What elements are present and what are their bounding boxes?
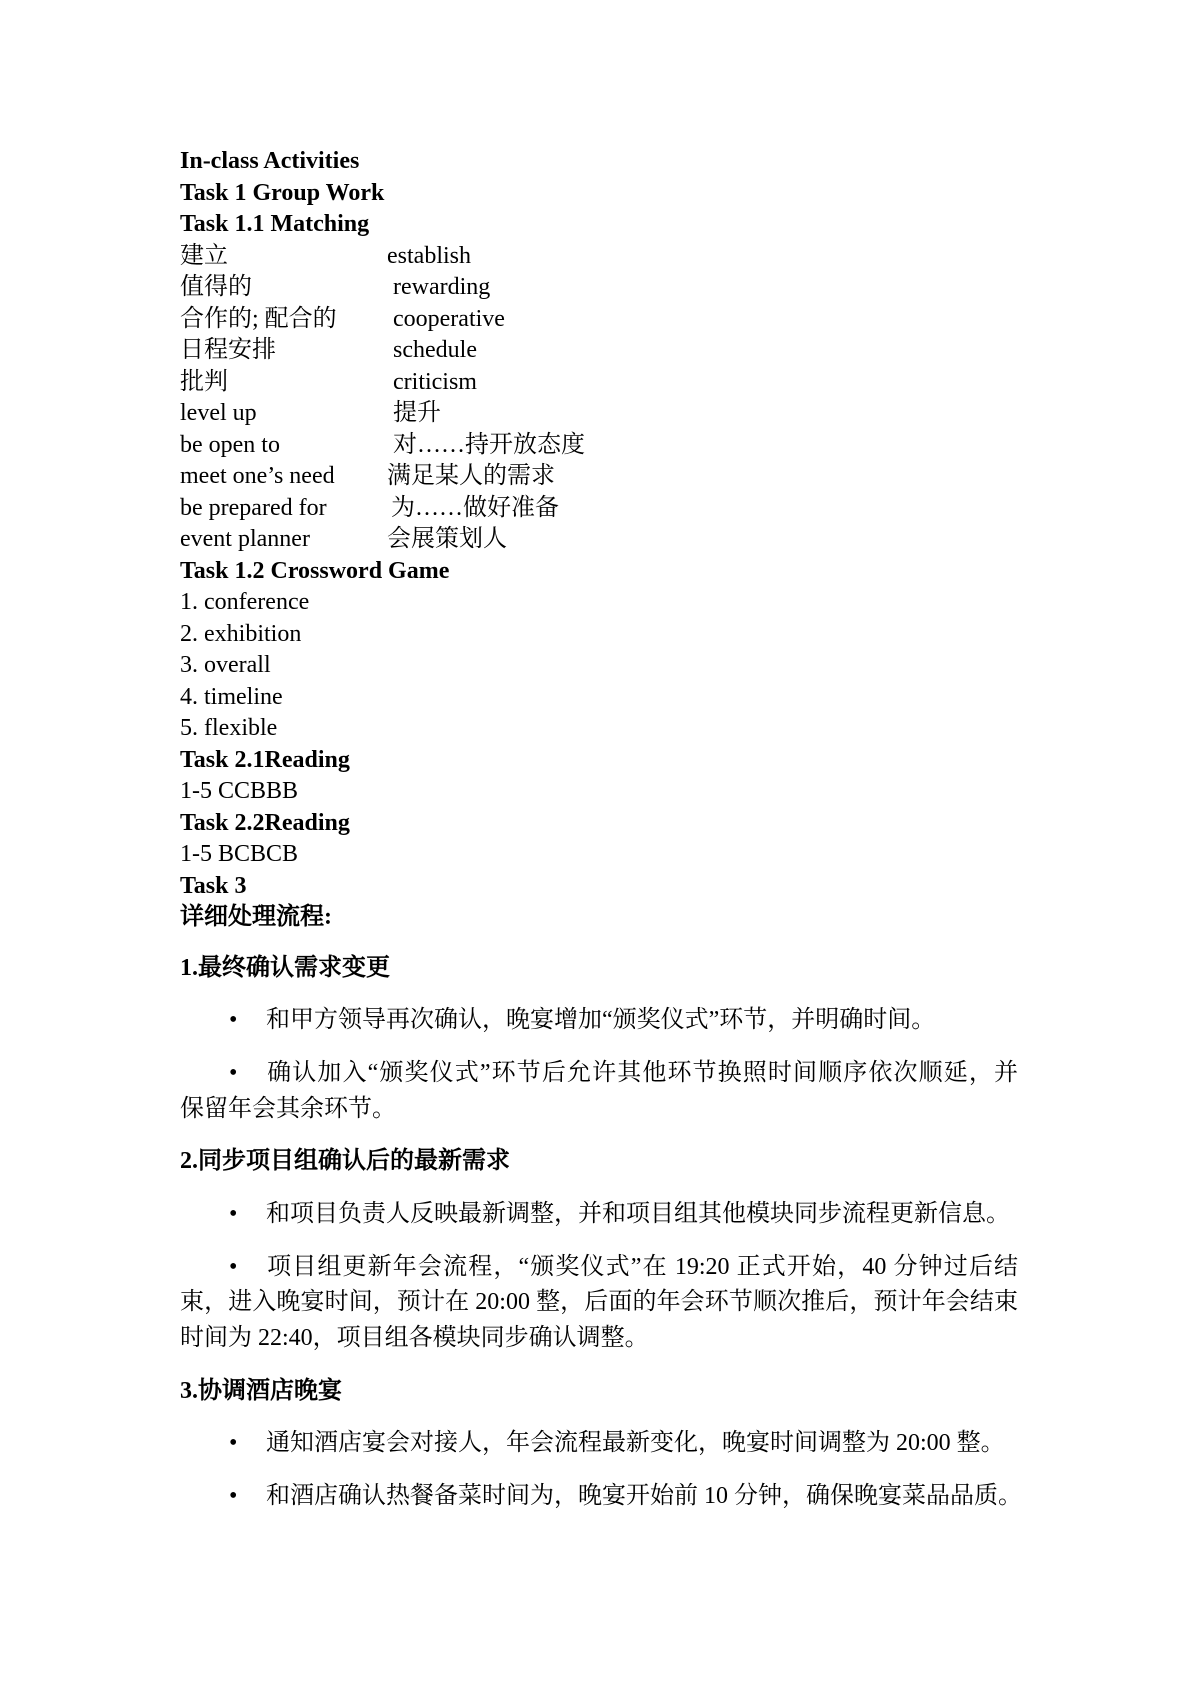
bullet-marker: •: [229, 1430, 238, 1457]
matching-right: cooperative: [393, 305, 505, 332]
bullet-item: [180, 1250, 1018, 1357]
matching-left: event planner: [180, 526, 310, 552]
matching-row: [180, 304, 1018, 336]
matching-left: meet one’s need: [180, 463, 335, 489]
bullet-line: [180, 1092, 1018, 1128]
matching-left: 批判: [180, 368, 228, 395]
matching-left: 合作的; 配合的: [180, 305, 337, 332]
matching-row: [180, 461, 1018, 493]
step-title: 3.协调酒店晚宴: [180, 1377, 342, 1404]
bullet-line: [180, 1250, 1018, 1286]
bullet-line: [180, 1285, 1018, 1321]
bullet-text: 束，进入晚宴时间，预计在 20:00 整，后面的年会环节顺次推后，预计年会结束: [180, 1289, 1018, 1316]
step-title: 2.同步项目组确认后的最新需求: [180, 1148, 510, 1175]
crossword-answer: 4. timeline: [180, 683, 283, 710]
matching-left: 值得的: [180, 274, 252, 300]
crossword-answer: 2. exhibition: [180, 620, 302, 647]
bullet-marker: •: [229, 1253, 238, 1280]
bullet-text: 和项目负责人反映最新调整，并和项目组其他模块同步流程更新信息。: [266, 1200, 1010, 1227]
task-3-title: Task 3: [180, 872, 247, 899]
bullet-item: [180, 1056, 1018, 1127]
bullet-line: [180, 1321, 1018, 1357]
bullet-marker: •: [229, 1059, 238, 1086]
matching-row: [180, 524, 1018, 556]
matching-right: 为……做好准备: [391, 494, 559, 521]
task-1-title: Task 1 Group Work: [180, 179, 385, 206]
matching-left: 建立: [180, 242, 228, 269]
matching-right: 提升: [393, 400, 441, 426]
task-1-2-title: Task 1.2 Crossword Game: [180, 557, 450, 584]
bullet-line: [180, 1003, 1018, 1039]
matching-left: be open to: [180, 431, 280, 458]
matching-row: [180, 430, 1018, 462]
bullet-item: [180, 1003, 1018, 1039]
matching-row: [180, 398, 1018, 430]
matching-left: level up: [180, 400, 257, 426]
matching-right: 满足某人的需求: [387, 463, 555, 489]
bullet-item: [180, 1197, 1018, 1233]
bullet-line: [180, 1479, 1022, 1515]
bullet-text: 时间为 22:40，项目组各模块同步确认调整。: [180, 1325, 649, 1351]
reading-answer: 1-5 CCBBB: [180, 778, 299, 804]
matching-left: 日程安排: [180, 337, 276, 363]
matching-right: rewarding: [393, 274, 491, 300]
bullet-text: 和甲方领导再次确认，晚宴增加“颁奖仪式”环节，并明确时间。: [266, 1007, 936, 1034]
reading-answer: 1-5 BCBCB: [180, 841, 299, 867]
bullet-line: [180, 1197, 1018, 1233]
task-3-subtitle: 详细处理流程:: [180, 904, 332, 930]
document-body: [180, 146, 1022, 1515]
bullet-marker: •: [229, 1483, 238, 1510]
matching-right: 对……持开放态度: [393, 431, 585, 458]
matching-right: establish: [387, 242, 471, 269]
matching-right: 会展策划人: [387, 526, 507, 552]
matching-left: be prepared for: [180, 494, 327, 521]
matching-row: [180, 493, 1018, 525]
bullet-marker: •: [229, 1007, 238, 1034]
matching-row: [180, 367, 1018, 399]
matching-row: [180, 272, 1018, 304]
bullet-text: 项目组更新年会流程，“颁奖仪式”在 19:20 正式开始，40 分钟过后结: [266, 1253, 1018, 1280]
bullet-line: [180, 1426, 1018, 1462]
bullet-line: [180, 1056, 1018, 1092]
bullet-text: 确认加入“颁奖仪式”环节后允许其他环节换照时间顺序依次顺延，并: [266, 1059, 1018, 1086]
task-2-2-title: Task 2.2Reading: [180, 809, 350, 836]
crossword-answer: 5. flexible: [180, 715, 278, 741]
matching-row: [180, 335, 1018, 367]
task-1-1-title: Task 1.1 Matching: [180, 211, 370, 237]
matching-right: schedule: [393, 337, 477, 363]
bullet-marker: •: [229, 1200, 238, 1227]
bullet-text: 和酒店确认热餐备菜时间为，晚宴开始前 10 分钟，确保晚宴菜品品质。: [266, 1483, 1022, 1510]
bullet-item: [180, 1479, 1022, 1515]
step-title: 1.最终确认需求变更: [180, 954, 390, 981]
bullet-text: 保留年会其余环节。: [180, 1095, 396, 1122]
bullet-text: 通知酒店宴会对接人，年会流程最新变化，晚宴时间调整为 20:00 整。: [266, 1430, 1005, 1457]
crossword-answer: 3. overall: [180, 652, 271, 678]
matching-row: [180, 241, 1018, 273]
bullet-item: [180, 1426, 1018, 1462]
task-2-1-title: Task 2.1Reading: [180, 746, 350, 773]
crossword-answer: 1. conference: [180, 589, 310, 615]
matching-right: criticism: [393, 368, 477, 395]
section-heading: In-class Activities: [180, 148, 360, 174]
